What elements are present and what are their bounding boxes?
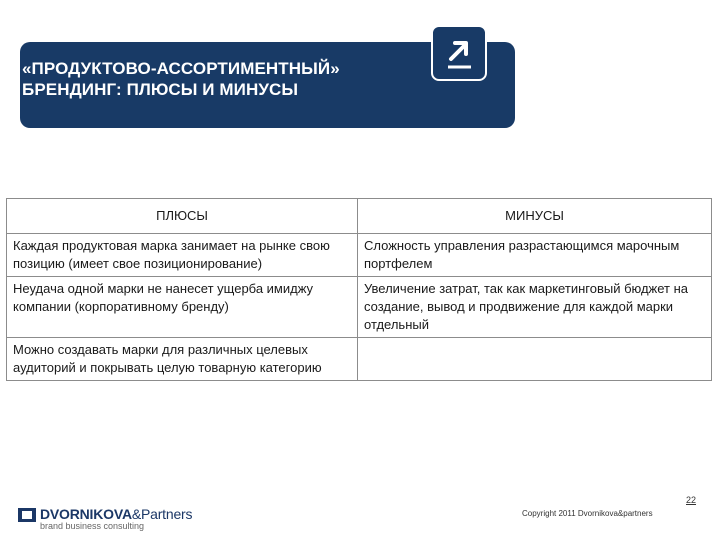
con-cell: Сложность управления разрастающимся марочным портфелем [358, 234, 712, 277]
pro-cell: Каждая продуктовая марка занимает на рынке свою позицию (имеет свое позиционирование) [7, 234, 358, 277]
logo-brand: DVORNIKOVA [40, 506, 132, 522]
table-row [7, 338, 712, 381]
pros-cons-table [6, 198, 712, 381]
table-row [7, 277, 712, 338]
header-pros: ПЛЮСЫ [7, 199, 358, 234]
title-line-1: «ПРОДУКТОВО-АССОРТИМЕНТНЫЙ» [22, 59, 340, 78]
pro-cell: Неудача одной марки не нанесет ущерба имиджу компании (корпоративному бренду) [7, 277, 358, 338]
table-header-row [7, 199, 712, 234]
logo-mark-icon [18, 508, 36, 522]
title-line-2: БРЕНДИНГ: ПЛЮСЫ И МИНУСЫ [22, 80, 299, 99]
con-cell [358, 338, 712, 381]
pro-cell: Можно создавать марки для различных целевых аудиторий и покрывать целую товарную категорию [7, 338, 358, 381]
copyright-text: Copyright 2011 Dvornikova&partners [522, 509, 653, 518]
logo-tagline: brand business consulting [40, 521, 145, 531]
logo-partners: &Partners [131, 506, 193, 522]
logo-wordmark [40, 506, 192, 522]
page-number: 22 [686, 495, 697, 505]
arrow-up-right-icon [433, 27, 485, 79]
table-row [7, 234, 712, 277]
arrow-badge [431, 25, 487, 81]
header-cons: МИНУСЫ [358, 199, 712, 234]
con-cell: Увеличение затрат, так как маркетинговый бюджет на создание, вывод и продвижение для каждой марки отдельный [358, 277, 712, 338]
slide-title [22, 58, 442, 100]
